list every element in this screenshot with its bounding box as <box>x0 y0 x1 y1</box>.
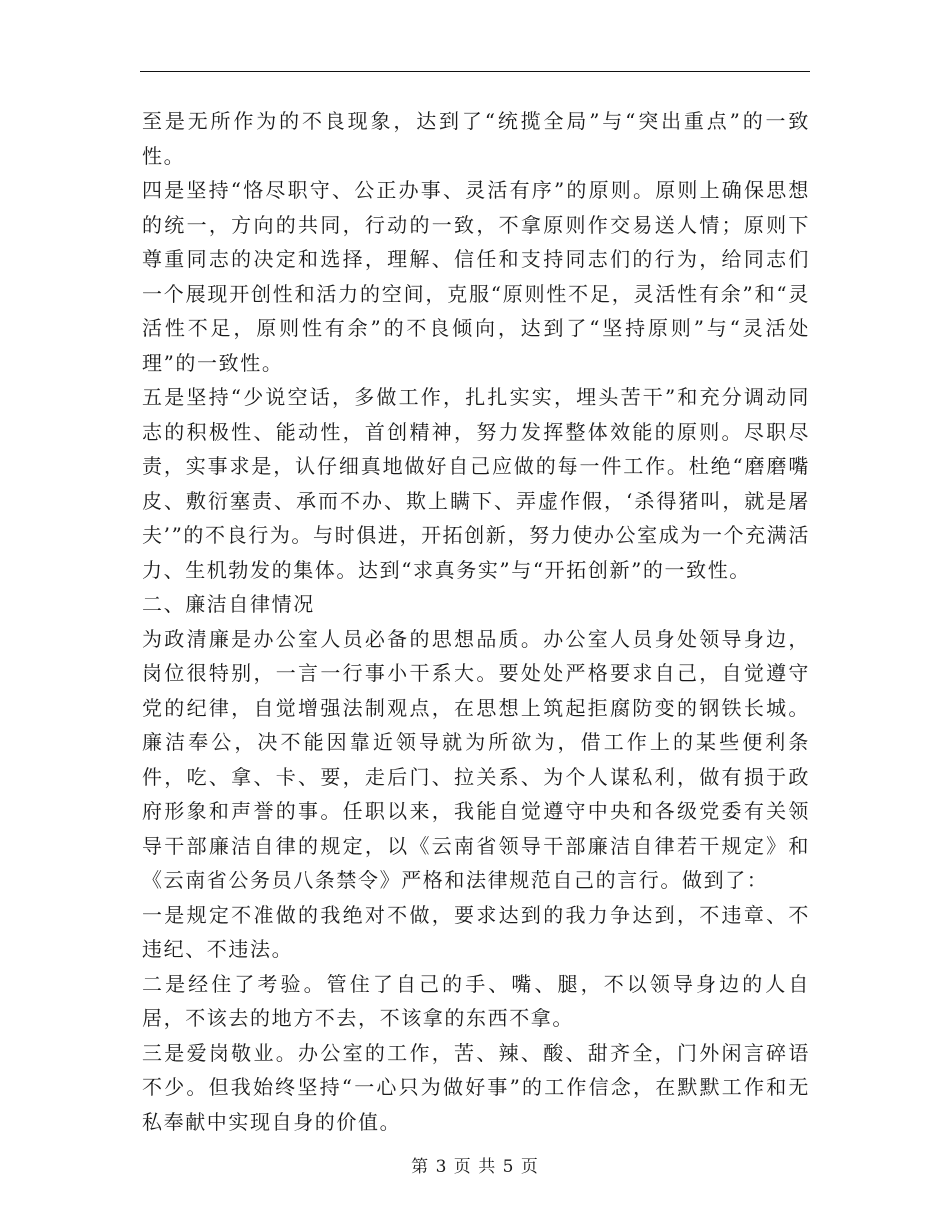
section-heading: 二、廉洁自律情况 <box>142 592 315 616</box>
paragraph: 四是坚持“恪尽职守、公正办事、灵活有序”的原则。原则上确保思想的统一，方向的共同，行动的一致，不拿原则作交易送人情；原则下尊重同志的决定和选择，理解、信任和支持同志们的行为，给同志们一个展现开创性和活力的空间，克服“原则性不足，灵活性有余”和“灵活性不足，原则性有余”的不良倾向，达到了“坚持原则”与“灵活处理”的一致性。 <box>142 178 810 375</box>
document-body <box>142 104 810 1139</box>
paragraph: 至是无所作为的不良现象，达到了“统揽全局”与“突出重点”的一致性。 <box>142 109 810 168</box>
paragraph: 五是坚持“少说空话，多做工作，扎扎实实，埋头苦干”和充分调动同志的积极性、能动性，首创精神，努力发挥整体效能的原则。尽职尽责，实事求是，认仔细真地做好自己应做的每一件工作。杜绝“磨磨嘴皮、敷衍塞责、承而不办、欺上瞒下、弄虚作假，‘杀得猪叫，就是屠夫’”的不良行为。与时俱进，开拓创新，努力使办公室成为一个充满活力、生机勃发的集体。达到“求真务实”与“开拓创新”的一致性。 <box>142 385 811 582</box>
paragraph: 一是规定不准做的我绝对不做，要求达到的我力争达到，不违章、不违纪、不违法。 <box>142 902 810 961</box>
page-footer: 第 3 页 共 5 页 <box>411 1157 539 1177</box>
header-rule <box>140 71 810 72</box>
paragraph: 为政清廉是办公室人员必备的思想品质。办公室人员身处领导身边，岗位很特别，一言一行事小干系大。要处处严格要求自己，自觉遵守党的纪律，自觉增强法制观点，在思想上筑起拒腐防变的钢铁长城。廉洁奉公，决不能因靠近领导就为所欲为，借工作上的某些便利条件，吃、拿、卡、要，走后门、拉关系、为个人谋私利，做有损于政府形象和声誉的事。任职以来，我能自觉遵守中央和各级党委有关领导干部廉洁自律的规定，以《云南省领导干部廉洁自律若干规定》和《云南省公务员八条禁令》严格和法律规范自己的言行。做到了： <box>142 626 810 892</box>
paragraph: 二是经住了考验。管住了自己的手、嘴、腿，不以领导身边的人自居，不该去的地方不去，不该拿的东西不拿。 <box>142 971 810 1030</box>
paragraph: 三是爱岗敬业。办公室的工作，苦、辣、酸、甜齐全，门外闲言碎语不少。但我始终坚持“一心只为做好事”的工作信念，在默默工作和无私奉献中实现自身的价值。 <box>142 1040 810 1134</box>
